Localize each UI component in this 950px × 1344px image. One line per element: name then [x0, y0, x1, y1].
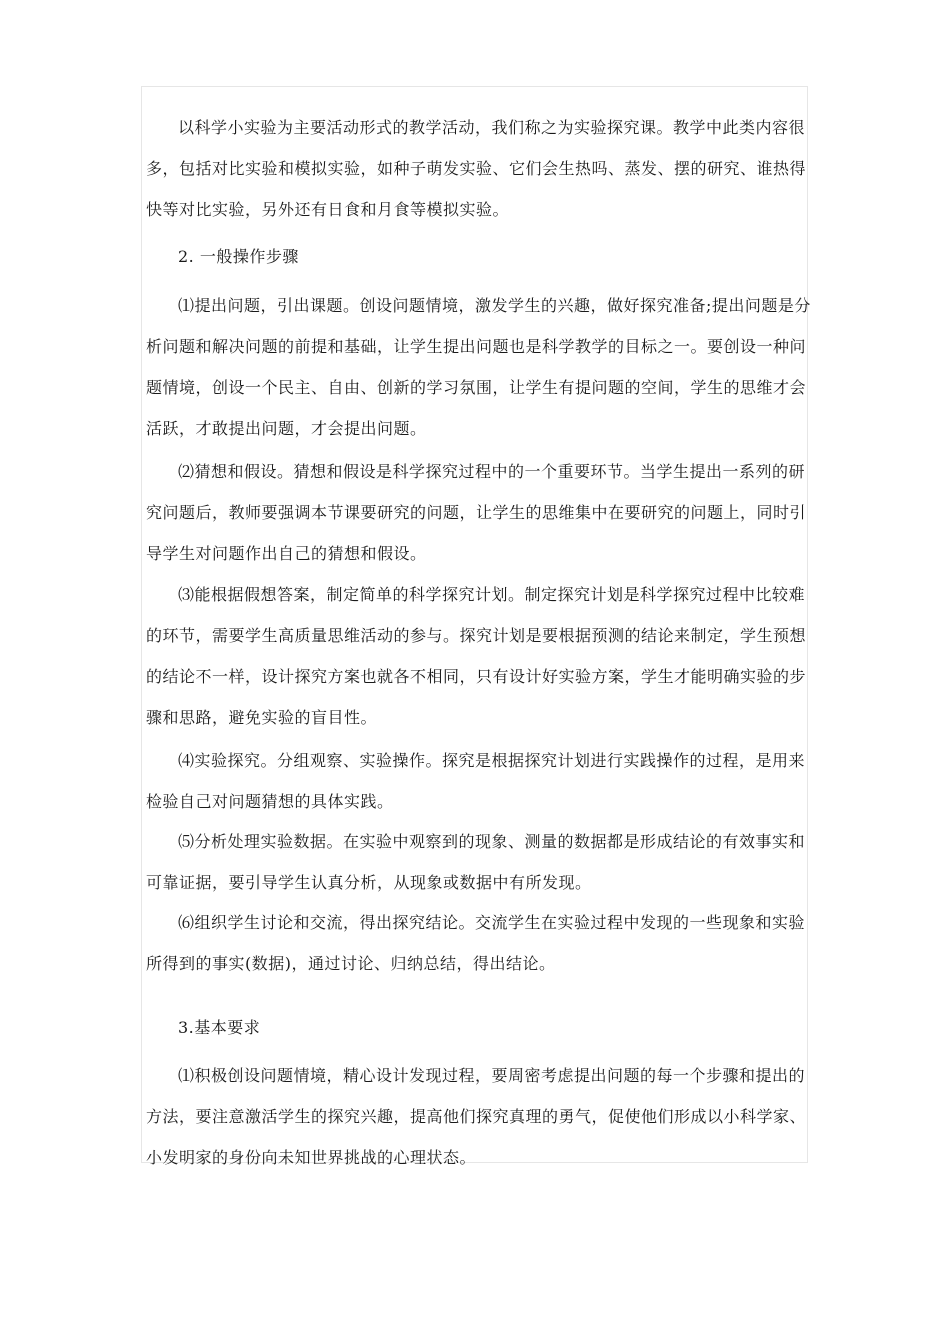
step-6-paragraph: ⑹组织学生讨论和交流，得出探究结论。交流学生在实验过程中发现的一些现象和实验所得到的事实(数据)，通过讨论、归纳总结，得出结论。 — [146, 913, 806, 973]
step-3-paragraph: ⑶能根据假想答案，制定简单的科学探究计划。制定探究计划是科学探究过程中比较难的环节，需要学生高质量思维活动的参与。探究计划是要根据预测的结论来制定，学生预想的结论不一样，设计探究方案也就各不相同，只有设计好实验方案，学生才能明确实验的步骤和思路，避免实验的盲目性。 — [146, 585, 807, 727]
step-5-paragraph: ⑸分析处理实验数据。在实验中观察到的现象、测量的数据都是形成结论的有效事实和可靠证据，要引导学生认真分析，从现象或数据中有所发现。 — [146, 832, 806, 892]
step-1-paragraph: ⑴提出问题，引出课题。创设问题情境，激发学生的兴趣，做好探究准备;提出问题是分析问题和解决问题的前提和基础，让学生提出问题也是科学教学的目标之一。要创设一种问题情境，创设一个民主、自由、创新的学习氛围，让学生有提问题的空间，学生的思维才会活跃，才敢提出问题，才会提出问题。 — [146, 296, 811, 438]
requirement-1-paragraph: ⑴积极创设问题情境，精心设计发现过程，要周密考虑提出问题的每一个步骤和提出的方法，要注意激活学生的探究兴趣，提高他们探究真理的勇气，促使他们形成以小科学家、小发明家的身份向未知世界挑战的心理状态。 — [146, 1066, 807, 1167]
step-2-paragraph: ⑵猜想和假设。猜想和假设是科学探究过程中的一个重要环节。当学生提出一系列的研究问题后，教师要强调本节课要研究的问题，让学生的思维集中在要研究的问题上，同时引导学生对问题作出自己的猜想和假设。 — [146, 462, 807, 563]
step-4-paragraph: ⑷实验探究。分组观察、实验操作。探究是根据探究计划进行实践操作的过程，是用来检验自己对问题猜想的具体实践。 — [146, 751, 806, 811]
intro-paragraph: 以科学小实验为主要活动形式的教学活动，我们称之为实验探究课。教学中此类内容很多，包括对比实验和模拟实验，如种子萌发实验、它们会生热吗、蒸发、摆的研究、谁热得快等对比实验，另外还有日食和月食等模拟实验。 — [146, 118, 807, 219]
section-heading-requirements: 3.基本要求 — [178, 1018, 261, 1037]
section-heading-steps: 2. 一般操作步骤 — [178, 247, 299, 266]
